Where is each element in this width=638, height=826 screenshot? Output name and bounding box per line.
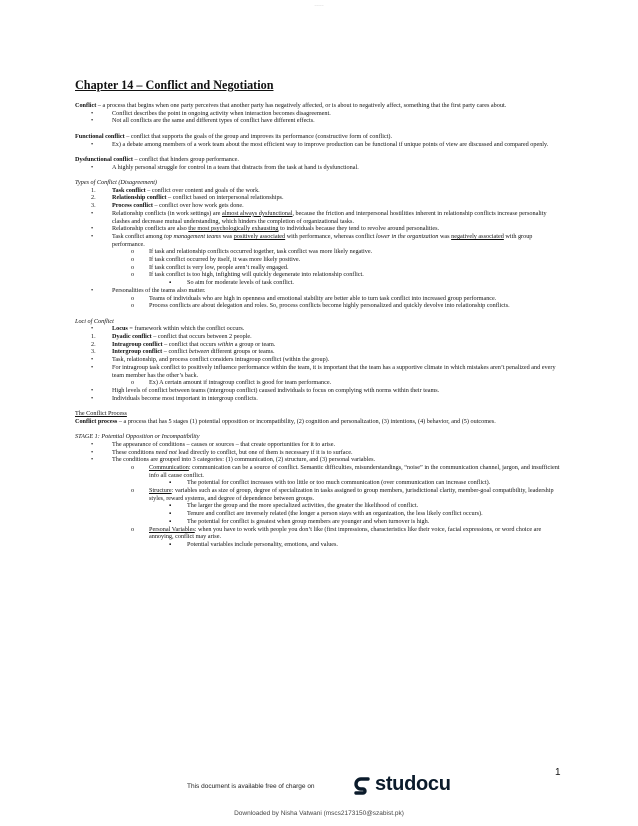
- underlined-text: almost always dysfunctional: [221, 209, 293, 217]
- studocu-logo-icon: [353, 775, 373, 795]
- document-body: [75, 78, 563, 549]
- text: , because the friction and interpersonal hostilities inherent in relationship conflicts increase personality clashes and decrease mutual understanding, which hinders the completion of organizational tasks.: [112, 209, 547, 225]
- list-item: [75, 449, 563, 457]
- list-item: [75, 364, 563, 379]
- section-heading: Loci of Conflict: [75, 317, 114, 325]
- text: These conditions: [112, 448, 156, 456]
- list-item: [75, 233, 563, 248]
- studocu-logo-text: studocu: [375, 773, 451, 795]
- sub-item-text: If task conflict is too high, infighting will quickly degenerate into relationship conflict.: [149, 271, 364, 279]
- text: Task conflict among: [112, 232, 164, 240]
- item-text: – conflict that occurs between 2 people.: [151, 333, 252, 341]
- list-item: [75, 164, 563, 172]
- list-item: [75, 441, 563, 449]
- sub-sub-item-text: Tenure and conflict are inversely related (the longer a person stays with an organization, the less likely conflict occurs).: [187, 510, 483, 518]
- section-heading: Types of Conflict (Disagreement): [75, 178, 157, 186]
- bullet-text: A highly personal struggle for control in a team that distracts from the task at hand is dysfunctional.: [112, 163, 359, 171]
- sub-sub-item-text: So aim for moderate levels of task conflict.: [187, 279, 294, 287]
- numbered-item: [75, 187, 563, 195]
- text: – conflict: [162, 348, 189, 356]
- process-definition: [75, 418, 563, 426]
- item-text: – conflict over content and goals of the work.: [145, 186, 260, 194]
- bullet-text: Conflict describes the point in ongoing activity when interaction becomes disagreement.: [112, 109, 331, 117]
- underlined-text: negatively associated: [451, 232, 504, 240]
- term: Task conflict: [112, 186, 146, 194]
- list-item: [75, 387, 563, 395]
- text: Relationship conflicts (in work settings) are: [112, 209, 222, 217]
- sub-sub-item-text: The potential for conflict is greatest when group members are younger and when turnover is high.: [187, 517, 430, 525]
- sub-item-text: Process conflicts are about delegation and roles. So, process conflicts become highly personalized and quickly devolve into relationship conflicts.: [149, 302, 510, 310]
- italic-text: need not: [155, 448, 177, 456]
- text: a group or team.: [233, 340, 276, 348]
- section-heading: STAGE 1: Potential Opposition or Incompatibility: [75, 433, 200, 441]
- bullet-text: Individuals become most important in intergroup conflicts.: [112, 394, 258, 402]
- sub-item-text: If task conflict is very low, people aren’t really engaged.: [149, 263, 289, 271]
- dysfunctional-definition: [75, 156, 563, 164]
- sub-item: [75, 526, 563, 541]
- item-text: – conflict over how work gets done.: [152, 202, 244, 210]
- sub-item: [75, 302, 563, 310]
- list-item: [75, 325, 563, 333]
- item-number: 2.: [91, 194, 96, 202]
- section-heading: The Conflict Process: [75, 410, 127, 418]
- bullet-text: Personalities of the teams also matter.: [112, 286, 206, 294]
- term: Intergroup conflict: [112, 348, 163, 356]
- term: Conflict process: [75, 417, 118, 425]
- numbered-item: [75, 348, 563, 356]
- sub-item-text: Teams of individuals who are high in openness and emotional stability are better able to turn task conflict into increased group performance.: [149, 294, 497, 302]
- definition-text: – conflict that hinders group performance.: [132, 155, 239, 163]
- text: was: [221, 232, 234, 240]
- sub-sub-item: [75, 518, 563, 526]
- sub-item: [75, 487, 563, 502]
- item-number: 3.: [91, 348, 96, 356]
- underlined-text: the most psychologically exhausting: [188, 225, 279, 233]
- text: Relationship conflicts are also: [112, 225, 189, 233]
- item-number: 1.: [91, 333, 96, 341]
- text: : when you have to work with people you don’t like (first impressions, characteristics like their voice, facial expressions, or word choice are annoying, conflict may arise.: [149, 525, 542, 541]
- text: different groups or teams.: [209, 348, 275, 356]
- text: with group performance.: [112, 232, 533, 248]
- underlined-text: Personal Variables: [149, 525, 195, 533]
- sub-sub-item-text: Potential variables include personality, emotions, and values.: [187, 540, 338, 548]
- text: : variables such as size of group, degree of specialization in tasks assigned to group members, jurisdictional clarity, member-goal compatibility, leadership styles, reward systems, and degree of dependence between groups.: [149, 487, 554, 502]
- term: Relationship conflict: [112, 194, 167, 202]
- sub-item: [75, 464, 563, 479]
- list-item: [75, 287, 563, 295]
- sub-item: [75, 295, 563, 303]
- term: Intragroup conflict: [112, 340, 163, 348]
- term: Dyadic conflict: [112, 333, 152, 341]
- bullet-text: Not all conflicts are the same and different types of conflict have different effects.: [112, 117, 315, 125]
- list-item: [75, 395, 563, 403]
- bullet-text: The conditions are grouped into 3 categories: (1) communication, (2) structure, and (3) personal variables.: [112, 456, 376, 464]
- sub-item-text: Ex) A certain amount if intragroup conflict is good for team performance.: [149, 379, 332, 387]
- text: = framework within which the conflict occurs.: [127, 325, 245, 333]
- sub-sub-item: [75, 510, 563, 518]
- list-item: [75, 456, 563, 464]
- text: : communication can be a source of conflict. Semantic difficulties, misunderstandings, “noise” in the communication channel, jargon, and insufficient info all cause conflict.: [149, 463, 560, 479]
- bullet-text: For intragroup task conflict to positively influence performance within the team, it is important that the team has a supportive climate in which mistakes aren’t penalized and every team member has the other’s back.: [112, 363, 556, 379]
- numbered-item: [75, 194, 563, 202]
- sub-sub-item-text: The larger the group and the more specialized activities, the greater the likelihood of conflict.: [187, 502, 419, 510]
- list-item: [75, 141, 563, 149]
- functional-definition: [75, 133, 563, 141]
- italic-text: top management teams: [163, 232, 222, 240]
- item-number: 1.: [91, 186, 96, 194]
- sub-sub-item-text: The potential for conflict increases with too little or too much communication (over communication can increase conflict).: [187, 479, 491, 487]
- italic-text: lower in the organization: [375, 232, 439, 240]
- item-number: 2.: [91, 340, 96, 348]
- sub-item: [75, 271, 563, 279]
- sub-item-text: If task conflict occurred by itself, it was more likely positive.: [149, 256, 301, 264]
- text: to individuals because they tend to revolve around personalities.: [278, 225, 440, 233]
- text: was: [438, 232, 452, 240]
- list-item: [75, 225, 563, 233]
- list-item: [75, 110, 563, 118]
- underlined-text: positively associated: [233, 232, 286, 240]
- item-text: – conflict based on interpersonal relationships.: [166, 194, 284, 202]
- sub-item: [75, 248, 563, 256]
- text: – conflict that occurs: [162, 340, 218, 348]
- types-heading: [75, 179, 563, 187]
- conflict-definition: [75, 102, 563, 110]
- bullet-text: High levels of conflict between teams (intergroup conflict) caused individuals to focus on complying with norms within their teams.: [112, 386, 440, 394]
- sub-sub-item: [75, 541, 563, 549]
- numbered-item: [75, 341, 563, 349]
- process-heading: [75, 410, 563, 418]
- sub-item-text: If task and relationship conflicts occurred together, task conflict was more likely negative.: [149, 248, 373, 256]
- definition-text: – a process that begins when one party perceives that another party has negatively affected, or is about to negatively affect, something that the first party cares about.: [96, 102, 507, 109]
- term: Conflict: [75, 102, 97, 109]
- bullet-text: Ex) a debate among members of a work team about the most efficient way to improve production can be functional if unique points of view are discussed and compared openly.: [112, 140, 549, 148]
- italic-text: between: [188, 348, 210, 356]
- list-item: [75, 210, 563, 225]
- definition-text: – conflict that supports the goals of the group and improves its performance (constructive form of conflict).: [124, 132, 393, 140]
- sub-sub-item: [75, 479, 563, 487]
- term: Process conflict: [112, 202, 153, 210]
- sub-item: [75, 256, 563, 264]
- loci-heading: [75, 318, 563, 326]
- top-mark: ~~~~: [314, 3, 324, 8]
- sub-item: [75, 264, 563, 272]
- bullet-text: The appearance of conditions – causes or sources – that create opportunities for it to arise.: [112, 440, 336, 448]
- text: with performance, whereas conflict: [285, 232, 376, 240]
- page-number: 1: [555, 767, 561, 778]
- sub-sub-item: [75, 279, 563, 287]
- list-item: [75, 356, 563, 364]
- download-notice: Downloaded by Nisha Vatwani (mscs2173150@szabist.pk): [234, 810, 404, 817]
- term: Dysfunctional conflict: [75, 155, 133, 163]
- sub-sub-item: [75, 502, 563, 510]
- chapter-title: Chapter 14 – Conflict and Negotiation: [75, 78, 274, 92]
- studocu-logo[interactable]: [353, 773, 451, 796]
- availability-notice: This document is available free of charge on: [187, 783, 315, 790]
- term: Functional conflict: [75, 132, 125, 140]
- numbered-item: [75, 202, 563, 210]
- underlined-text: Communication: [149, 463, 189, 471]
- underlined-text: Structure: [149, 487, 172, 495]
- stage1-heading: [75, 433, 563, 441]
- bullet-text: Task, relationship, and process conflict considers intragroup conflict (within the group).: [112, 356, 330, 364]
- definition-text: – a process that has 5 stages (1) potential opposition or incompatibility, (2) cognition and personalization, (3) intentions, (4) behavior, and (5) outcomes.: [117, 417, 496, 425]
- italic-text: within: [217, 340, 234, 348]
- list-item: [75, 117, 563, 125]
- numbered-item: [75, 333, 563, 341]
- term: Locus: [112, 325, 128, 333]
- sub-item: [75, 379, 563, 387]
- item-number: 3.: [91, 202, 96, 210]
- text: lead directly to conflict, but one of them is necessary if it is to surface.: [176, 448, 353, 456]
